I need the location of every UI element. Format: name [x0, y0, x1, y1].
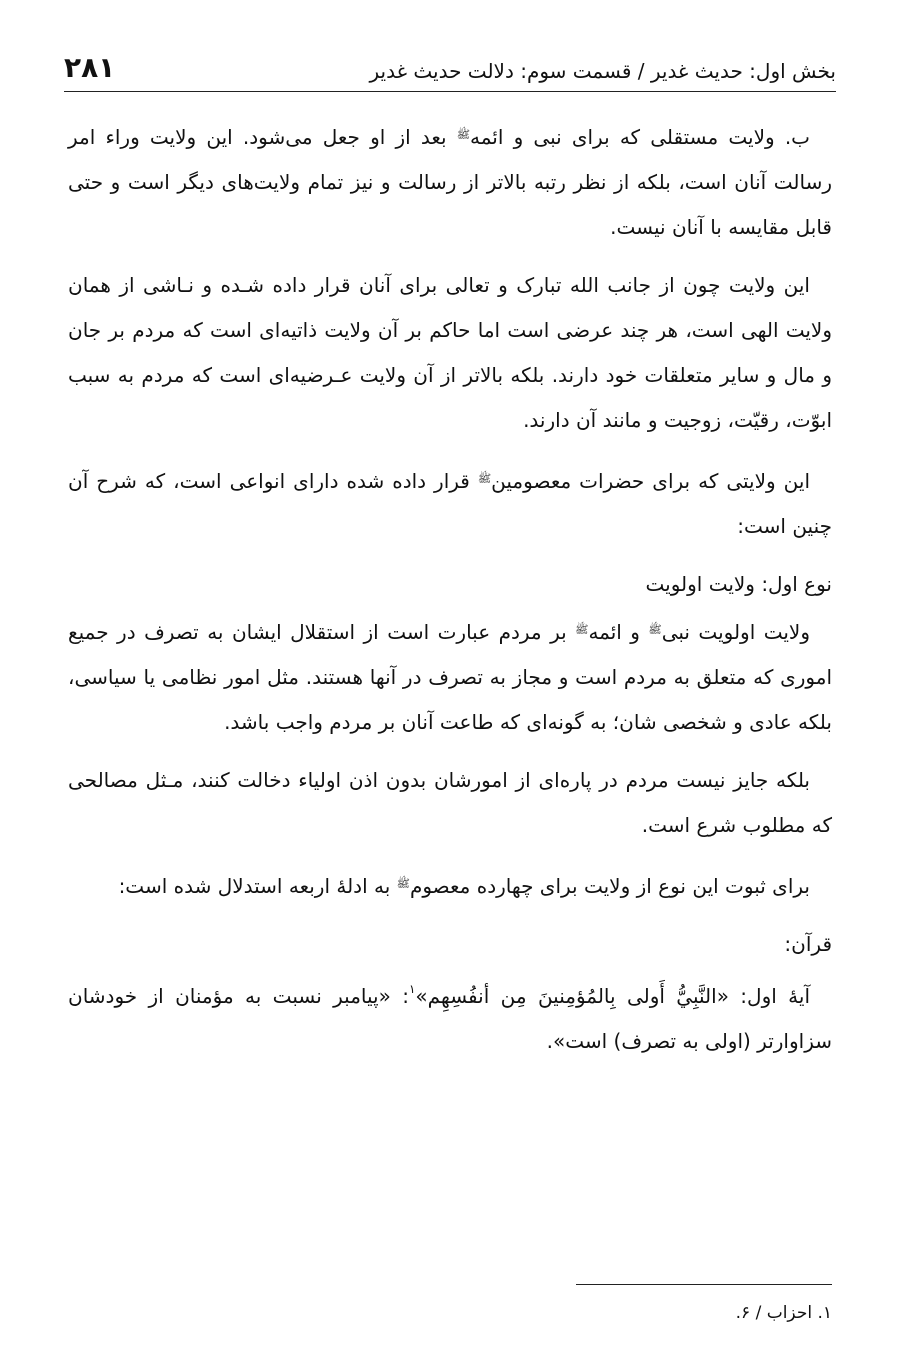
section-heading-quran: قرآن: — [784, 932, 832, 956]
paragraph-6-text-b: به ادلهٔ اربعه استدلال شده است: — [118, 874, 397, 898]
paragraph-6 — [68, 861, 832, 909]
paragraph-2: این ولایت چون از جانب الله تبارک و تعالی برای آنان قرار داده شـده و نـاشی از همان ولایت الهی است، هر چند عرضی است اما حاکم بر آن ولایت ذاتیه‌ای است که مردم بر جان و مال و سایر متعلقات خود دارند. بلکه بالاتر از آن ولایت عـرضیه‌ای است که مردم به سبب ابوّت، رقیّت، زوجیت و مانند آن دارند. — [68, 273, 832, 432]
paragraph-7-text-a: آیهٔ اول: «النَّبِيُّ أَولى بِالمُؤمِنينَ مِن أنفُسِهِم» — [415, 984, 810, 1008]
paragraph-3-text-b: قرار داده شده دارای انواعی است، که شرح آن چنین است: — [68, 469, 832, 538]
honorific-symbol: ﷺ — [575, 623, 589, 636]
paragraph-4-text-a: ولایت اولویت نبی — [661, 620, 810, 644]
section-heading-type-one: نوع اول: ولایت اولویت — [645, 572, 832, 596]
running-head: بخش اول: حدیث غدیر / قسمت سوم: دلالت حدیث غدیر — [369, 59, 836, 83]
paragraph-4-text-c: بر مردم عبارت است از استقلال ایشان به تصرف در جمیع اموری که متعلق به مردم است و مجاز به تصرف در آنها هستند. مثل امور نظامی یا سیاسی، بلکه عادی و شخصی شان؛ به گونه‌ای که طاعت آنان بر مردم واجب باشد. — [68, 620, 832, 734]
paragraph-3-text-a: این ولایتی که برای حضرات معصومین — [491, 469, 811, 493]
page-number: ۲۸۱ — [64, 51, 116, 84]
page-header — [64, 36, 836, 88]
honorific-symbol: ﷺ — [477, 472, 492, 485]
honorific-symbol: ﷺ — [648, 623, 662, 636]
footnote-1: ۱. احزاب / ۶. — [735, 1303, 832, 1323]
paragraph-5: بلکه جایز نیست مردم در پاره‌ای از امورشان بدون اذن اولیاء دخالت کنند، مـثل مصالحی که مطلوب شرع است. — [68, 768, 832, 837]
paragraph-7-text-b: : «پیامبر نسبت به مؤمنان از خودشان سزاوارتر (اولی به تصرف) است». — [68, 984, 832, 1053]
paragraph-6-text-a: برای ثبوت این نوع از ولایت برای چهارده معصوم — [409, 874, 810, 898]
paragraph-4 — [68, 607, 832, 745]
honorific-symbol: ﷺ — [396, 877, 410, 890]
paragraph-1-text-b: بعد از او جعل می‌شود. این ولایت وراء امر رسالت آنان است، بلکه از نظر رتبه بالاتر از رسالت و نیز تمام ولایت‌های دیگر است و حتی قابل مقایسه با آنان نیست. — [68, 125, 832, 239]
paragraph-4-text-b: و ائمه — [588, 620, 649, 644]
paragraph-3 — [68, 456, 832, 549]
footnote-reference[interactable]: ۱ — [408, 982, 416, 996]
honorific-symbol: ﷺ — [456, 128, 471, 141]
paragraph-1-text-a: ب. ولایت مستقلی که برای نبی و ائمه — [470, 125, 811, 149]
paragraph-7 — [68, 967, 832, 1064]
footnote-rule — [576, 1284, 832, 1285]
body-text — [68, 112, 832, 1077]
paragraph-1 — [68, 112, 832, 250]
header-rule — [64, 91, 836, 92]
